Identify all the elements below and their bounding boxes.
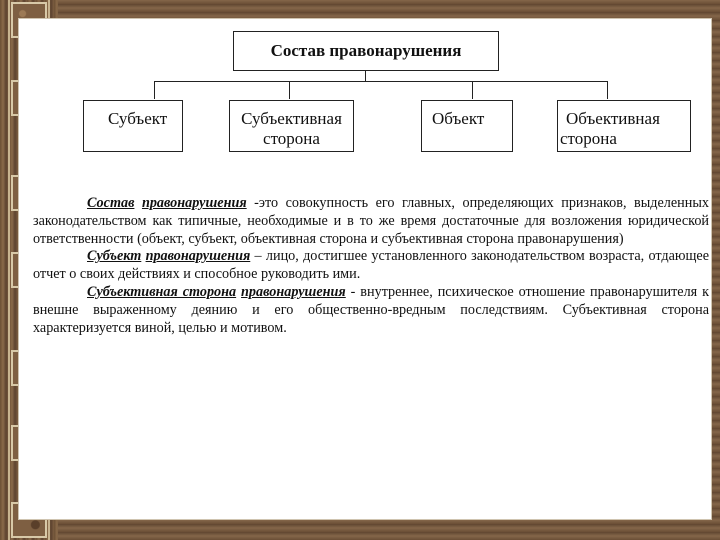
strip-border-left	[8, 0, 10, 540]
diagram-child-subject	[83, 100, 183, 152]
definitions-text	[33, 195, 709, 337]
definition-body: - внутреннее, психическое отношение правонарушителя к внешне выраженному деянию и его общественно-вредным последствиям. Субъективная сторона характеризуется виной, целью и мотивом.	[33, 283, 710, 336]
definition-term: правонарушения	[141, 195, 247, 211]
diagram-root-box	[233, 31, 499, 71]
diagram-child-label: Объективная	[566, 109, 660, 128]
connector-horizontal	[154, 81, 607, 82]
definition-term: Состав	[87, 195, 135, 211]
connector-child-3	[472, 81, 473, 99]
definition-paragraph	[33, 248, 709, 284]
definition-body: – лицо, достигшее установленного законодательством возраста, отдающее отчет о своих действиях и способное руководить ими.	[33, 248, 709, 283]
diagram-child-label: сторона	[560, 129, 617, 148]
diagram-child-label: сторона	[263, 129, 320, 148]
definition-paragraph	[33, 284, 709, 337]
connector-child-4	[607, 81, 608, 99]
diagram-child-label: Субъект	[108, 109, 168, 128]
definition-paragraph	[33, 195, 709, 248]
diagram-child-object	[421, 100, 513, 152]
diagram-child-label: Субъективная	[241, 109, 342, 128]
definition-term: правонарушения	[145, 248, 251, 265]
definition-term: правонарушения	[241, 283, 346, 300]
connector-child-2	[289, 81, 290, 99]
connector-child-1	[154, 81, 155, 99]
definition-term: Субъективная сторона	[87, 283, 237, 300]
definition-term: Субъект	[87, 248, 142, 265]
diagram-root-label: Состав правонарушения	[270, 41, 462, 60]
slide-card	[18, 18, 712, 520]
diagram-child-subjective-side	[229, 100, 354, 152]
diagram-child-objective-side	[557, 100, 691, 152]
diagram-child-label: Объект	[432, 109, 485, 128]
definition-body: -это совокупность его главных, определяющих признаков, выделенных законодательством как типичные, необходимые и в то же время достаточные для возложения юридической ответственности (объект, субъект, объективная сторона и субъективная сторона правонарушения)	[33, 195, 709, 247]
connector-vertical-root	[365, 71, 366, 81]
